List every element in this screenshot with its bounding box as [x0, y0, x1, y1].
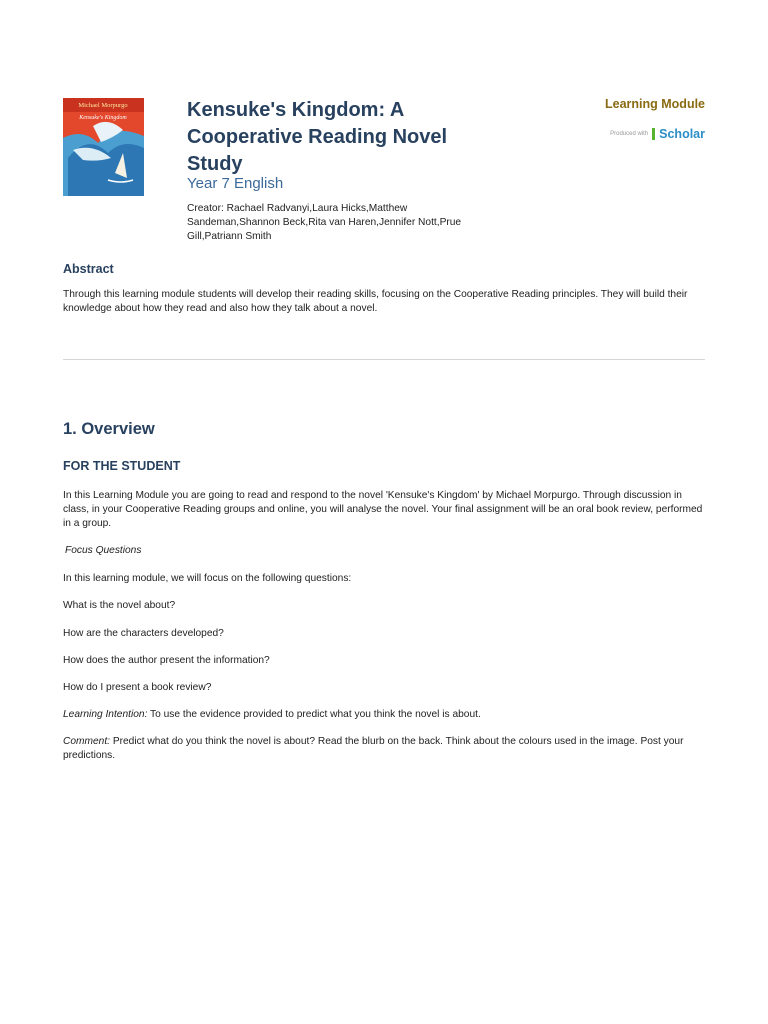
cover-author: Michael Morpurgo: [78, 102, 128, 109]
produced-with-scholar-logo: [610, 127, 705, 141]
learning-intention-label: Learning Intention:: [63, 709, 148, 720]
overview-heading: 1. Overview: [63, 420, 155, 438]
focus-questions-label: Focus Questions: [65, 545, 142, 556]
section-divider: [63, 359, 705, 360]
comment-text: Predict what do you think the novel is about? Read the blurb on the back. Think about the colours used in the image. Post your predictions.: [63, 736, 684, 761]
learning-module-label: Learning Module: [605, 97, 705, 111]
creator-list: Creator: Rachael Radvanyi,Laura Hicks,Matthew Sandeman,Shannon Beck,Rita van Haren,Jennifer Nott,Prue Gill,Patriann Smith: [187, 203, 462, 242]
abstract-heading: Abstract: [63, 262, 114, 276]
book-cover-art: [63, 98, 144, 196]
learning-intention: [63, 708, 708, 722]
produced-with-text: Produced with: [610, 131, 649, 137]
page-title: Kensuke's Kingdom: A Cooperative Reading Novel Study: [187, 99, 448, 175]
comment: [63, 735, 708, 763]
focus-question-1: What is the novel about?: [63, 600, 176, 611]
comment-label: Comment:: [63, 736, 110, 747]
learning-intention-text: To use the evidence provided to predict what you think the novel is about.: [147, 709, 481, 720]
abstract-text: Through this learning module students will develop their reading skills, focusing on the Cooperative Reading principles. They will build their knowledge about how they read and also how they talk about a novel.: [63, 289, 688, 314]
cover-book-title: Kensuke's Kingdom: [79, 115, 127, 121]
book-cover-image: [63, 98, 144, 196]
focus-question-4: How do I present a book review?: [63, 682, 212, 693]
overview-intro: In this Learning Module you are going to read and respond to the novel 'Kensuke's Kingdom' by Michael Morpurgo. Through discussion in class, in your Cooperative Reading groups and online, you will analyse the novel. Your final assignment will be an oral book review, performed in a group.: [63, 490, 703, 529]
scholar-logo-text: Scholar: [659, 127, 705, 141]
focus-questions-intro: In this learning module, we will focus on the following questions:: [63, 573, 352, 584]
focus-question-3: How does the author present the information?: [63, 655, 270, 666]
scholar-logo-icon: [652, 128, 655, 140]
focus-question-2: How are the characters developed?: [63, 628, 224, 639]
subject-label: Year 7 English: [187, 175, 284, 192]
for-the-student-heading: FOR THE STUDENT: [63, 459, 181, 473]
